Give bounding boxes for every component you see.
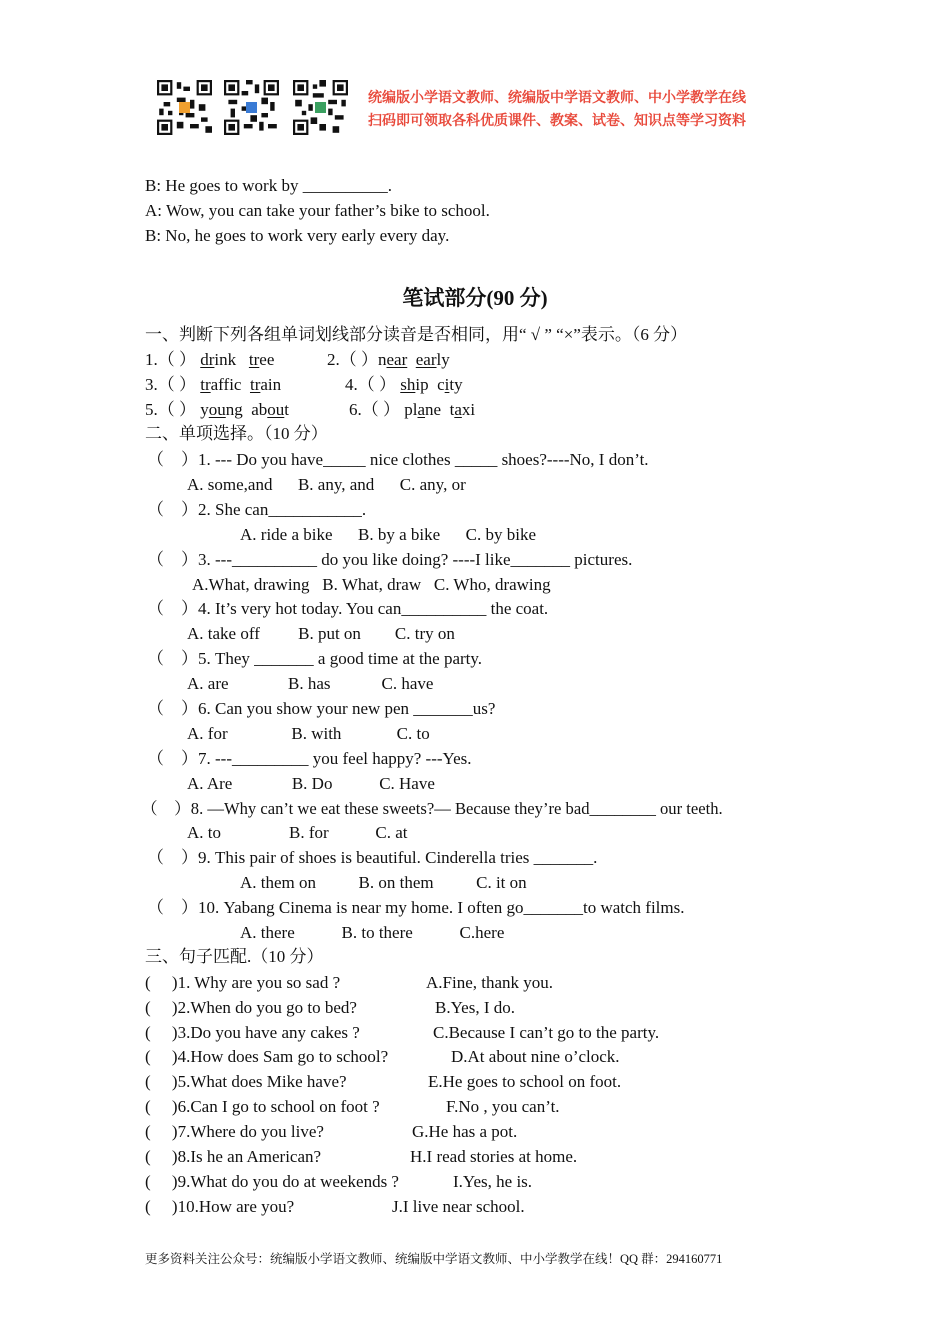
match-question: ( )3.Do you have any cakes ?: [145, 1023, 360, 1042]
banner-line: 统编版小学语文教师、统编版中学语文教师、中小学教学在线: [368, 90, 746, 106]
dialog-line: B: He goes to work by __________.: [145, 176, 392, 195]
match-answer: I.Yes, he is.: [453, 1172, 533, 1191]
options-line: A. take off B. put on C. try on: [187, 624, 455, 643]
match-answer: G.He has a pot.: [412, 1122, 518, 1141]
match-question: ( )8.Is he an American?: [145, 1147, 322, 1166]
banner-line: 扫码即可领取各科优质课件、教案、试卷、知识点等学习资料: [368, 113, 746, 129]
qr-code-icon: [157, 80, 212, 135]
options-line: A.What, drawing B. What, draw C. Who, drawing: [192, 575, 551, 594]
question-item: 5.（ ） young about: [145, 400, 290, 419]
question-item: 1.（ ） drink tree: [145, 350, 275, 369]
question-line: （ ）5. They _______ a good time at the party.: [147, 649, 483, 668]
question-line: （ ）10. Yabang Cinema is near my home. I often go_______to watch films.: [147, 898, 685, 917]
match-question: ( )2.When do you go to bed?: [145, 998, 357, 1017]
question-line: （ ）1. --- Do you have_____ nice clothes _____ shoes?----No, I don’t.: [147, 450, 649, 469]
section-heading: 二、单项选择。（10 分）: [145, 424, 328, 443]
question-item: 6.（ ） plane taxi: [349, 400, 476, 419]
promo-banner: [368, 87, 808, 133]
question-line: （ ）9. This pair of shoes is beautiful. Cinderella tries _______.: [147, 848, 598, 867]
question-item: 3.（ ） traffic train: [145, 375, 282, 394]
match-question: ( )4.How does Sam go to school?: [145, 1047, 389, 1066]
dialog-line: B: No, he goes to work very early every day.: [145, 226, 450, 245]
options-line: A. are B. has C. have: [187, 674, 434, 693]
match-answer: C.Because I can’t go to the party.: [433, 1023, 660, 1042]
page-title: 笔试部分(90 分): [402, 286, 548, 310]
question-line: （ ）6. Can you show your new pen _______us?: [147, 699, 496, 718]
match-answer: B.Yes, I do.: [435, 998, 515, 1017]
match-answer: H.I read stories at home.: [410, 1147, 578, 1166]
options-line: A. them on B. on them C. it on: [240, 873, 527, 892]
match-question: ( )6.Can I go to school on foot ?: [145, 1097, 380, 1116]
qr-code-icon: [224, 80, 279, 135]
section-heading: 三、句子匹配.（10 分）: [145, 947, 324, 966]
match-answer: E.He goes to school on foot.: [428, 1072, 622, 1091]
match-answer: D.At about nine o’clock.: [451, 1047, 620, 1066]
question-line: （ ）4. It’s very hot today. You can__________ the coat.: [147, 599, 549, 618]
question-item: 4.（ ） ship city: [345, 375, 463, 394]
match-question: ( )7.Where do you live?: [145, 1122, 324, 1141]
match-answer: J.I live near school.: [392, 1197, 525, 1216]
question-line: （ ）2. She can___________.: [147, 500, 367, 519]
section-heading: 一、判断下列各组单词划线部分读音是否相同，用“ √ ” “×”表示。（6 分）: [145, 325, 688, 344]
options-line: A. some,and B. any, and C. any, or: [187, 475, 466, 494]
options-line: A. ride a bike B. by a bike C. by bike: [240, 525, 537, 544]
match-question: ( )10.How are you?: [145, 1197, 295, 1216]
qr-code-icon: [293, 80, 348, 135]
question-item: 2.（ ）near early: [327, 350, 450, 369]
options-line: A. for B. with C. to: [187, 724, 430, 743]
dialog-line: A: Wow, you can take your father’s bike to school.: [145, 201, 490, 220]
options-line: A. there B. to there C.here: [240, 923, 505, 942]
match-answer: F.No , you can’t.: [446, 1097, 560, 1116]
options-line: A. to B. for C. at: [187, 823, 408, 842]
options-line: A. Are B. Do C. Have: [187, 774, 435, 793]
page-footer: 更多资料关注公众号：统编版小学语文教师、统编版中学语文教师、中小学教学在线！QQ 群：294160771: [145, 1252, 723, 1266]
match-answer: A.Fine, thank you.: [426, 973, 554, 992]
match-question: ( )1. Why are you so sad ?: [145, 973, 341, 992]
question-line: （ ）3. ---__________ do you like doing? ----I like_______ pictures.: [147, 550, 633, 569]
match-question: ( )9.What do you do at weekends ?: [145, 1172, 399, 1191]
match-question: ( )5.What does Mike have?: [145, 1072, 347, 1091]
question-line: （ ）7. ---_________ you feel happy? ---Yes.: [147, 749, 472, 768]
question-line: （ ）8. —Why can’t we eat these sweets?— Because they’re bad________ our teeth.: [141, 799, 723, 818]
